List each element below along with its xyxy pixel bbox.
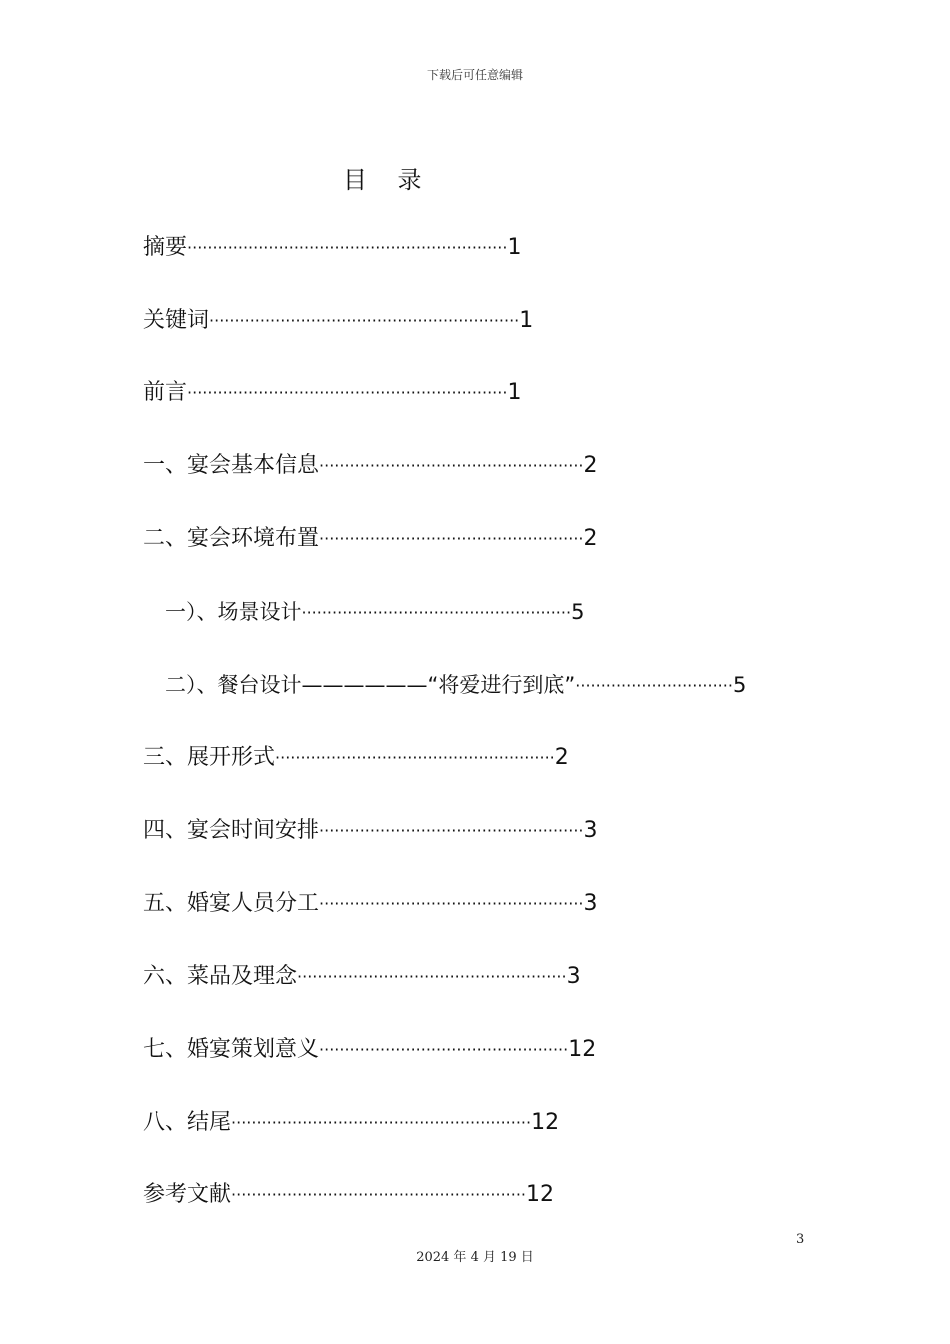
toc-entry-label: 八、结尾 <box>143 1110 232 1135</box>
toc-entry-section-5[interactable] <box>143 888 597 920</box>
toc-entry-page: 3 <box>583 891 598 916</box>
toc-entry-leader: ················································· <box>319 1040 569 1059</box>
toc-entry-label: 三、展开形式 <box>143 745 276 770</box>
toc-entry-subsection-2-1[interactable] <box>165 596 584 628</box>
toc-entry-page: 12 <box>531 1110 560 1135</box>
toc-entry-page: 5 <box>732 673 747 697</box>
toc-entry-page: 1 <box>507 235 522 260</box>
toc-entry-leader: ······················································· <box>275 748 555 767</box>
toc-entry-label: 四、宴会时间安排 <box>143 818 320 843</box>
toc-entry-page: 1 <box>507 380 522 405</box>
toc-entry-section-6[interactable] <box>143 961 581 993</box>
toc-entry-section-4[interactable] <box>143 815 597 847</box>
toc-entry-leader: ·························································· <box>231 1185 526 1204</box>
toc-entry-label: 一、宴会基本信息 <box>143 453 320 478</box>
toc-entry-label: 六、菜品及理念 <box>143 964 298 989</box>
header-note: 下载后可任意编辑 <box>426 68 523 82</box>
toc-entry-section-3[interactable] <box>143 742 569 774</box>
toc-entry-preface[interactable] <box>143 377 521 409</box>
toc-entry-page: 3 <box>566 964 581 989</box>
toc-entry-leader: ····························································· <box>209 311 520 330</box>
toc-entry-page: 1 <box>519 308 534 333</box>
footer-date: 2024 年 4 月 19 日 <box>416 1250 534 1265</box>
toc-entry-page: 2 <box>583 453 598 478</box>
toc-entry-abstract[interactable] <box>143 232 521 264</box>
toc-title: 目 录 <box>343 166 422 194</box>
toc-entry-page: 3 <box>583 818 598 843</box>
toc-entry-section-1[interactable] <box>143 450 597 482</box>
toc-entry-leader: ······························································· <box>187 238 508 257</box>
toc-entry-label: 参考文献 <box>143 1182 232 1207</box>
toc-entry-keywords[interactable] <box>143 305 533 337</box>
toc-entry-label: 二）、餐台设计——————“将爱进行到底” <box>165 673 576 697</box>
toc-entry-subsection-2-2[interactable] <box>165 669 746 701</box>
page-number: 3 <box>796 1232 805 1247</box>
toc-entry-page: 2 <box>554 745 569 770</box>
toc-entry-leader: ····················································· <box>301 603 572 622</box>
toc-entry-leader: ···················································· <box>319 529 584 548</box>
toc-entry-references[interactable] <box>143 1179 554 1211</box>
toc-entry-label: 五、婚宴人员分工 <box>143 891 320 916</box>
toc-entry-label: 一）、场景设计 <box>165 600 302 624</box>
toc-entry-label: 摘要 <box>143 235 188 260</box>
toc-entry-section-8[interactable] <box>143 1107 559 1139</box>
toc-entry-section-2[interactable] <box>143 523 597 555</box>
toc-entry-page: 12 <box>568 1037 597 1062</box>
toc-entry-label: 前言 <box>143 380 188 405</box>
toc-entry-page: 5 <box>571 600 585 624</box>
toc-entry-page: 2 <box>583 526 598 551</box>
toc-entry-leader: ···················································· <box>319 894 584 913</box>
toc-entry-leader: ······························· <box>575 676 733 695</box>
toc-entry-label: 七、婚宴策划意义 <box>143 1037 320 1062</box>
toc-entry-page: 12 <box>526 1182 554 1207</box>
toc-entry-label: 关键词 <box>143 308 210 333</box>
toc-entry-leader: ···················································· <box>319 821 584 840</box>
toc-entry-section-7[interactable] <box>143 1034 596 1066</box>
toc-entry-leader: ···················································· <box>319 456 584 475</box>
toc-entry-leader: ··························································· <box>231 1113 532 1132</box>
toc-entry-label: 二、宴会环境布置 <box>143 526 320 551</box>
toc-entry-leader: ······························································· <box>187 383 508 402</box>
toc-entry-leader: ····················································· <box>297 967 567 986</box>
